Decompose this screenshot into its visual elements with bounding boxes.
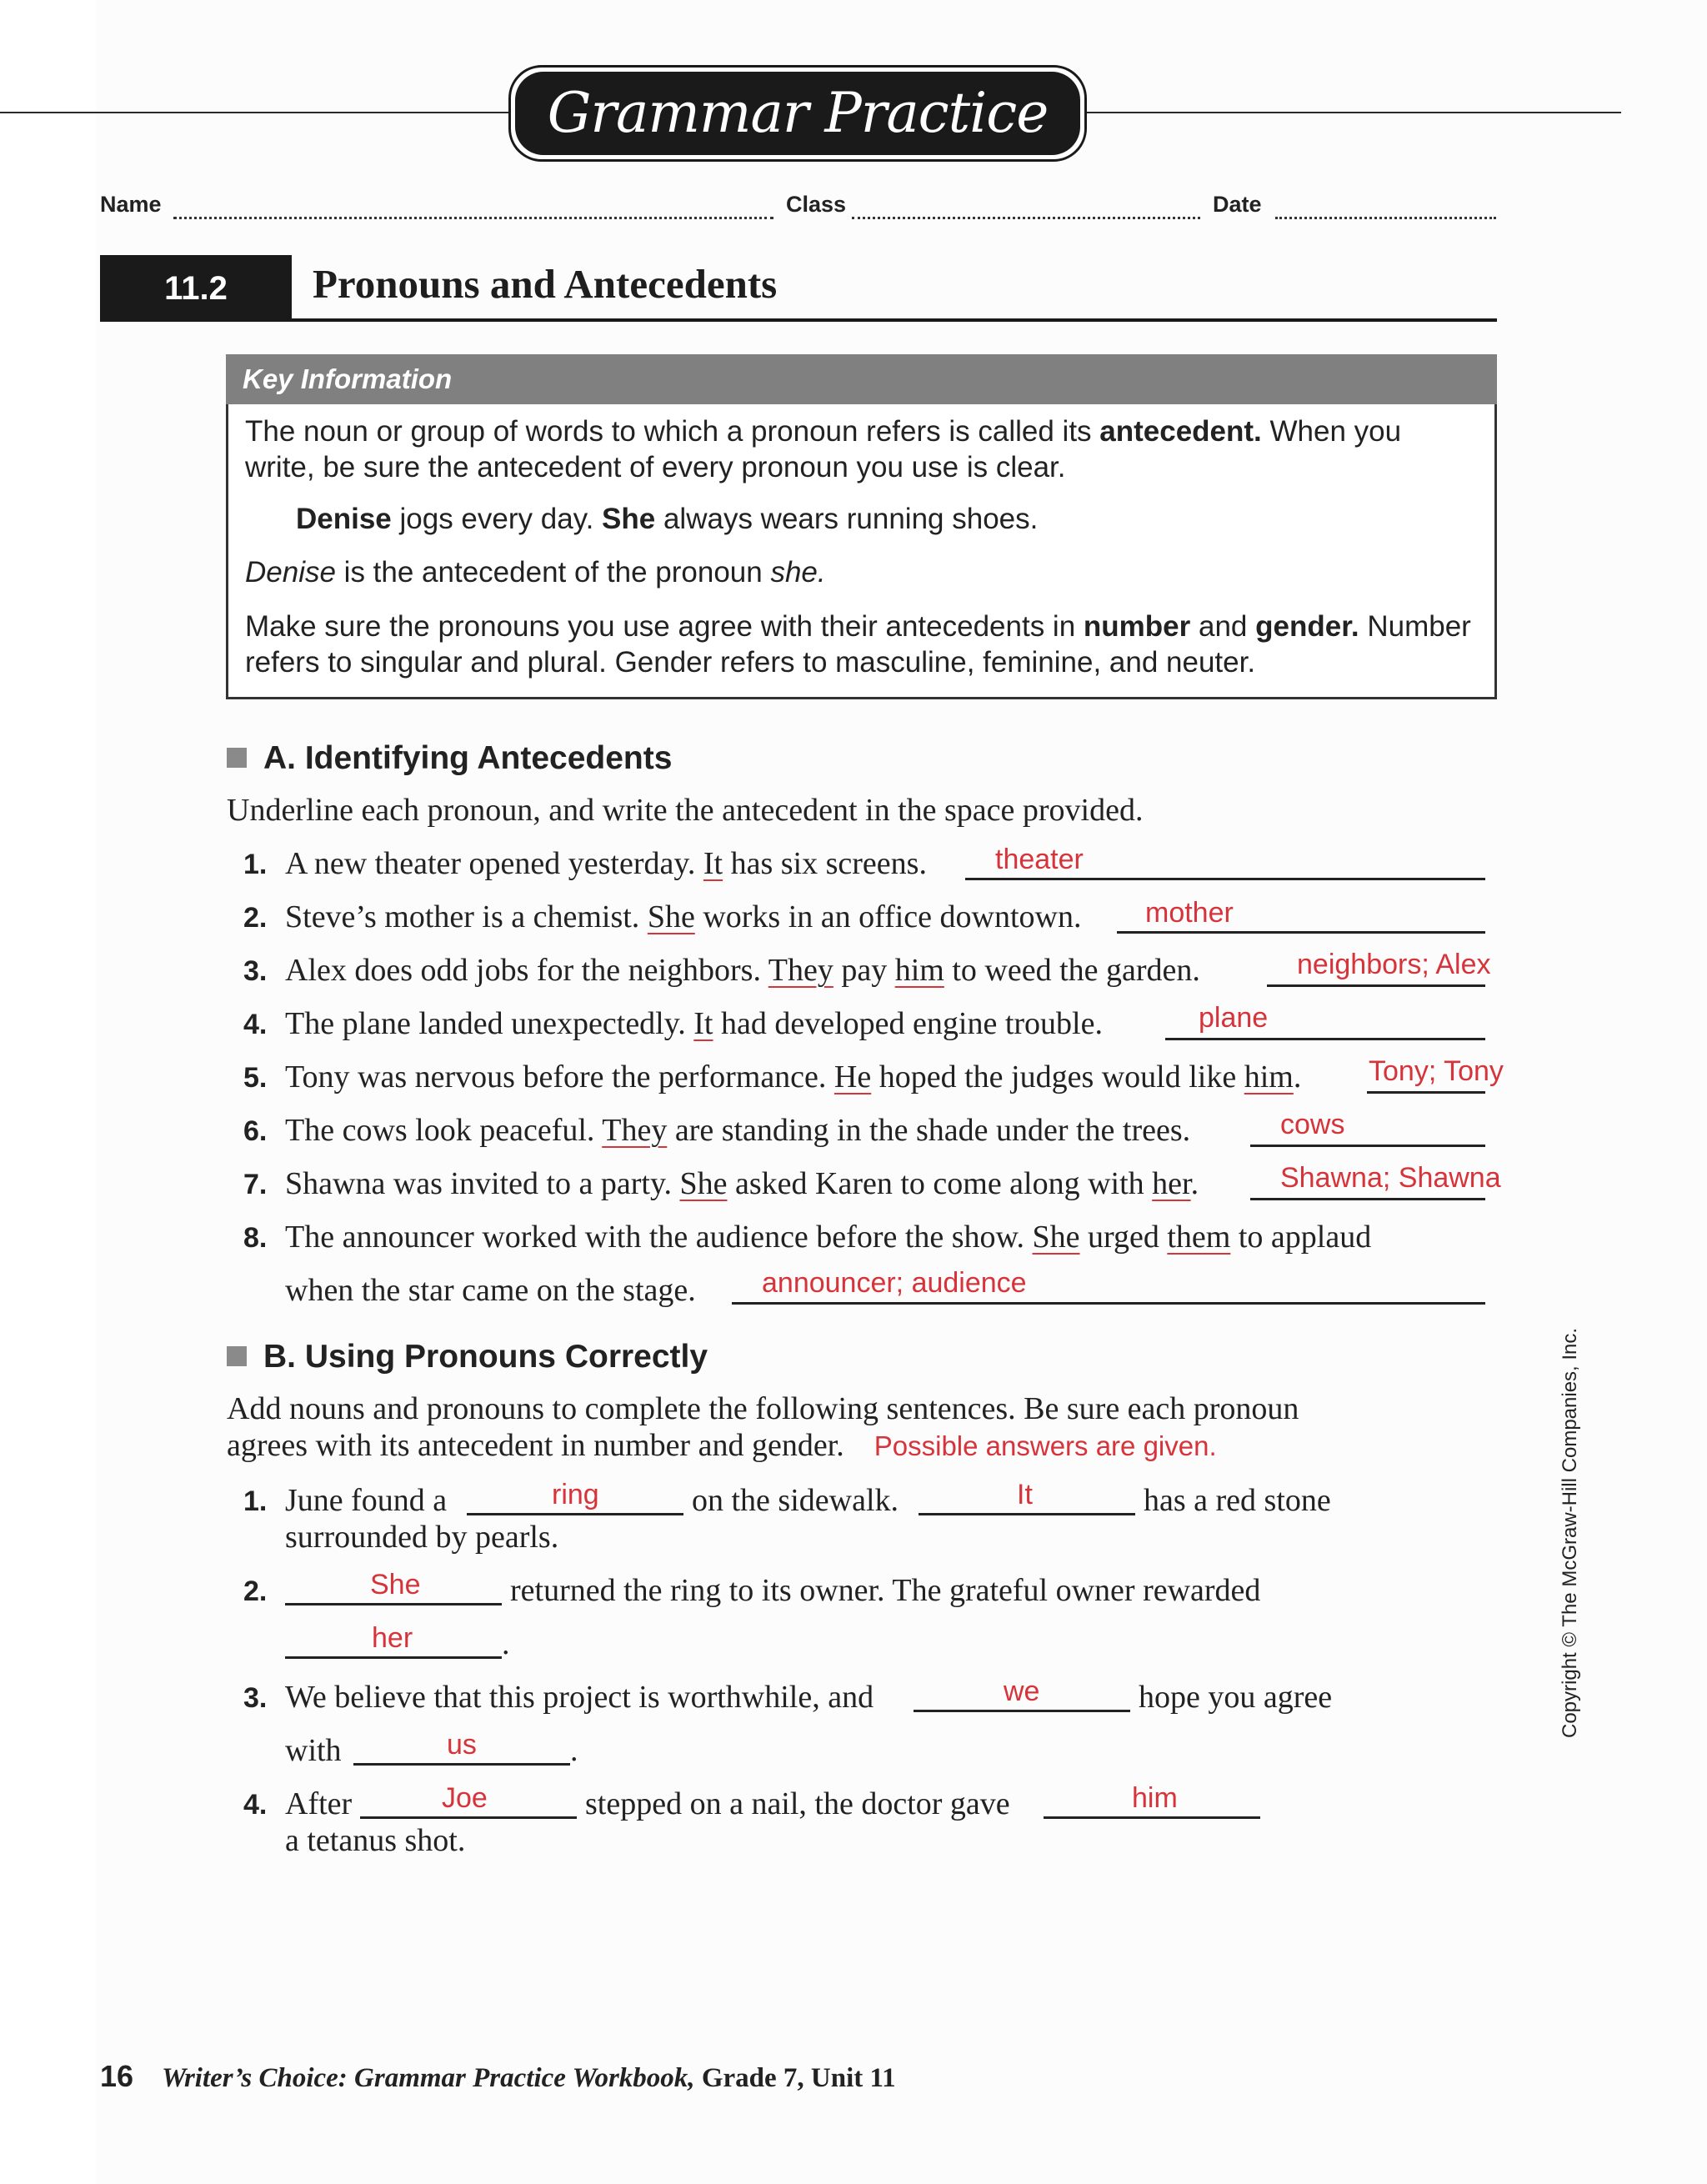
section-a-heading: A. Identifying Antecedents <box>227 740 672 777</box>
date-label: Date <box>1213 192 1262 217</box>
item-a1-answer-blank[interactable] <box>965 878 1485 880</box>
item-b1-answer-2: It <box>1017 1479 1033 1510</box>
item-a3-sentence: Alex does odd jobs for the neighbors. They pay him to weed the garden. <box>285 953 1200 988</box>
item-b4-answer-1: Joe <box>442 1782 488 1814</box>
key-example-sentence: Denise jogs every day. She always wears running shoes. <box>296 503 1039 535</box>
item-b3-number: 3. <box>243 1682 268 1714</box>
item-b4-blank-1[interactable] <box>360 1816 577 1819</box>
item-b1-text-2: on the sidewalk. <box>692 1483 899 1518</box>
item-b4-text-3: a tetanus shot. <box>285 1823 466 1858</box>
footer <box>100 2059 896 2094</box>
key-paragraph-4: Make sure the pronouns you use agree with their antecedents in number and gender. Number refers to singular and plural. Gender refers to masculine, feminine, and neuter. <box>245 610 1471 679</box>
item-b3-answer-1: we <box>1004 1676 1040 1707</box>
item-a2-answer: mother <box>1145 897 1234 929</box>
item-b4-text-2: stepped on a nail, the doctor gave <box>585 1786 1010 1821</box>
lesson-title: Pronouns and Antecedents <box>313 261 778 307</box>
item-b2-blank-2[interactable] <box>285 1656 502 1659</box>
key-paragraph-3: Denise is the antecedent of the pronoun she. <box>245 556 826 589</box>
item-a1-answer: theater <box>995 844 1084 875</box>
item-b3-answer-2: us <box>447 1729 477 1761</box>
item-a2-answer-blank[interactable] <box>1117 931 1485 934</box>
item-b2-text-1: returned the ring to its owner. The grateful owner rewarded <box>510 1573 1261 1608</box>
item-a7-answer: Shawna; Shawna <box>1280 1162 1501 1194</box>
item-b1-text-4: surrounded by pearls. <box>285 1520 559 1555</box>
item-a8-number: 8. <box>243 1222 268 1254</box>
section-a-instructions: Underline each pronoun, and write the antecedent in the space provided. <box>227 793 1144 828</box>
copyright-notice: Copyright © The McGraw-Hill Companies, Inc. <box>1559 1327 1581 1738</box>
item-a8-answer-blank[interactable] <box>732 1302 1485 1305</box>
item-a3-answer: neighbors; Alex <box>1297 949 1491 980</box>
item-a7-sentence: Shawna was invited to a party. She asked Karen to come along with her. <box>285 1166 1199 1201</box>
item-b3-text-3: with <box>285 1733 342 1768</box>
item-b1-blank-1[interactable] <box>467 1513 683 1515</box>
item-a4-sentence: The plane landed unexpectedly. It had developed engine trouble. <box>285 1006 1103 1041</box>
item-a5-number: 5. <box>243 1062 268 1094</box>
name-field[interactable] <box>173 217 773 219</box>
square-bullet-icon <box>227 1346 247 1366</box>
item-b3-text-1: We believe that this project is worthwhile, and <box>285 1680 874 1715</box>
page-number: 16 <box>100 2059 134 2093</box>
item-b4-text-1: After <box>285 1786 353 1821</box>
item-a2-number: 2. <box>243 902 268 934</box>
book-title: Writer’s Choice: Grammar Practice Workbook, <box>162 2063 695 2093</box>
item-b3-text-2: hope you agree <box>1139 1680 1333 1715</box>
item-b2-number: 2. <box>243 1575 268 1607</box>
item-b1-text-1: June found a <box>285 1483 448 1518</box>
class-field[interactable] <box>852 217 1200 219</box>
answers-note: Possible answers are given. <box>874 1430 1217 1461</box>
item-a6-answer: cows <box>1280 1109 1345 1140</box>
item-b3-blank-2[interactable] <box>353 1763 570 1766</box>
item-a5-answer-blank[interactable] <box>1367 1091 1485 1094</box>
item-a8-sentence-line2: when the star came on the stage. <box>285 1273 696 1308</box>
item-b3-blank-1[interactable] <box>914 1710 1130 1712</box>
item-b1-blank-2[interactable] <box>919 1513 1135 1515</box>
name-label: Name <box>100 192 162 217</box>
item-b3-text-4: . <box>570 1733 578 1768</box>
item-b2-answer-1: She <box>370 1569 421 1600</box>
item-a6-sentence: The cows look peaceful. They are standing in the shade under the trees. <box>285 1113 1191 1148</box>
date-field[interactable] <box>1275 217 1496 219</box>
item-b2-answer-2: her <box>372 1622 413 1654</box>
item-a1-sentence: A new theater opened yesterday. It has six screens. <box>285 846 927 881</box>
item-a1-number: 1. <box>243 849 268 880</box>
key-paragraph-1: The noun or group of words to which a pronoun refers is called its antecedent. When you write, be sure the antecedent of every pronoun you use is clear. <box>245 415 1402 483</box>
item-a5-sentence: Tony was nervous before the performance. He hoped the judges would like him. <box>285 1059 1302 1095</box>
section-b-instructions-line2: agrees with its antecedent in number and gender. Possible answers are given. <box>227 1428 1217 1463</box>
square-bullet-icon <box>227 748 247 768</box>
item-a6-answer-blank[interactable] <box>1250 1145 1485 1147</box>
item-b1-answer-1: ring <box>552 1479 599 1510</box>
key-information-heading: Key Information <box>226 354 1497 404</box>
item-b2-blank-1[interactable] <box>285 1603 502 1605</box>
lesson-number: 11.2 <box>100 255 292 322</box>
item-b4-answer-2: him <box>1132 1782 1178 1814</box>
item-a4-number: 4. <box>243 1009 268 1040</box>
item-b1-number: 1. <box>243 1485 268 1517</box>
section-b-instructions-line1: Add nouns and pronouns to complete the following sentences. Be sure each pronoun <box>227 1391 1299 1426</box>
item-a7-number: 7. <box>243 1169 268 1200</box>
section-b-heading: B. Using Pronouns Correctly <box>227 1339 708 1375</box>
item-a3-number: 3. <box>243 955 268 987</box>
item-b4-number: 4. <box>243 1789 268 1821</box>
item-a3-answer-blank[interactable] <box>1267 984 1485 987</box>
item-a4-answer-blank[interactable] <box>1165 1038 1485 1040</box>
class-label: Class <box>786 192 847 217</box>
item-a6-number: 6. <box>243 1115 268 1147</box>
item-a7-answer-blank[interactable] <box>1250 1198 1485 1200</box>
item-a8-answer: announcer; audience <box>762 1267 1027 1299</box>
item-a5-answer: Tony; Tony <box>1369 1055 1504 1087</box>
item-b1-text-3: has a red stone <box>1144 1483 1331 1518</box>
item-b2-text-2: . <box>502 1626 510 1661</box>
page-title-banner: Grammar Practice <box>515 72 1080 155</box>
item-a8-sentence: The announcer worked with the audience before the show. She urged them to applaud <box>285 1220 1372 1255</box>
grade-unit: Grade 7, Unit 11 <box>694 2063 896 2093</box>
item-a4-answer: plane <box>1199 1002 1269 1034</box>
lesson-rule <box>292 318 1497 322</box>
item-a2-sentence: Steve’s mother is a chemist. She works in an office downtown. <box>285 899 1082 934</box>
item-b4-blank-2[interactable] <box>1044 1816 1260 1819</box>
